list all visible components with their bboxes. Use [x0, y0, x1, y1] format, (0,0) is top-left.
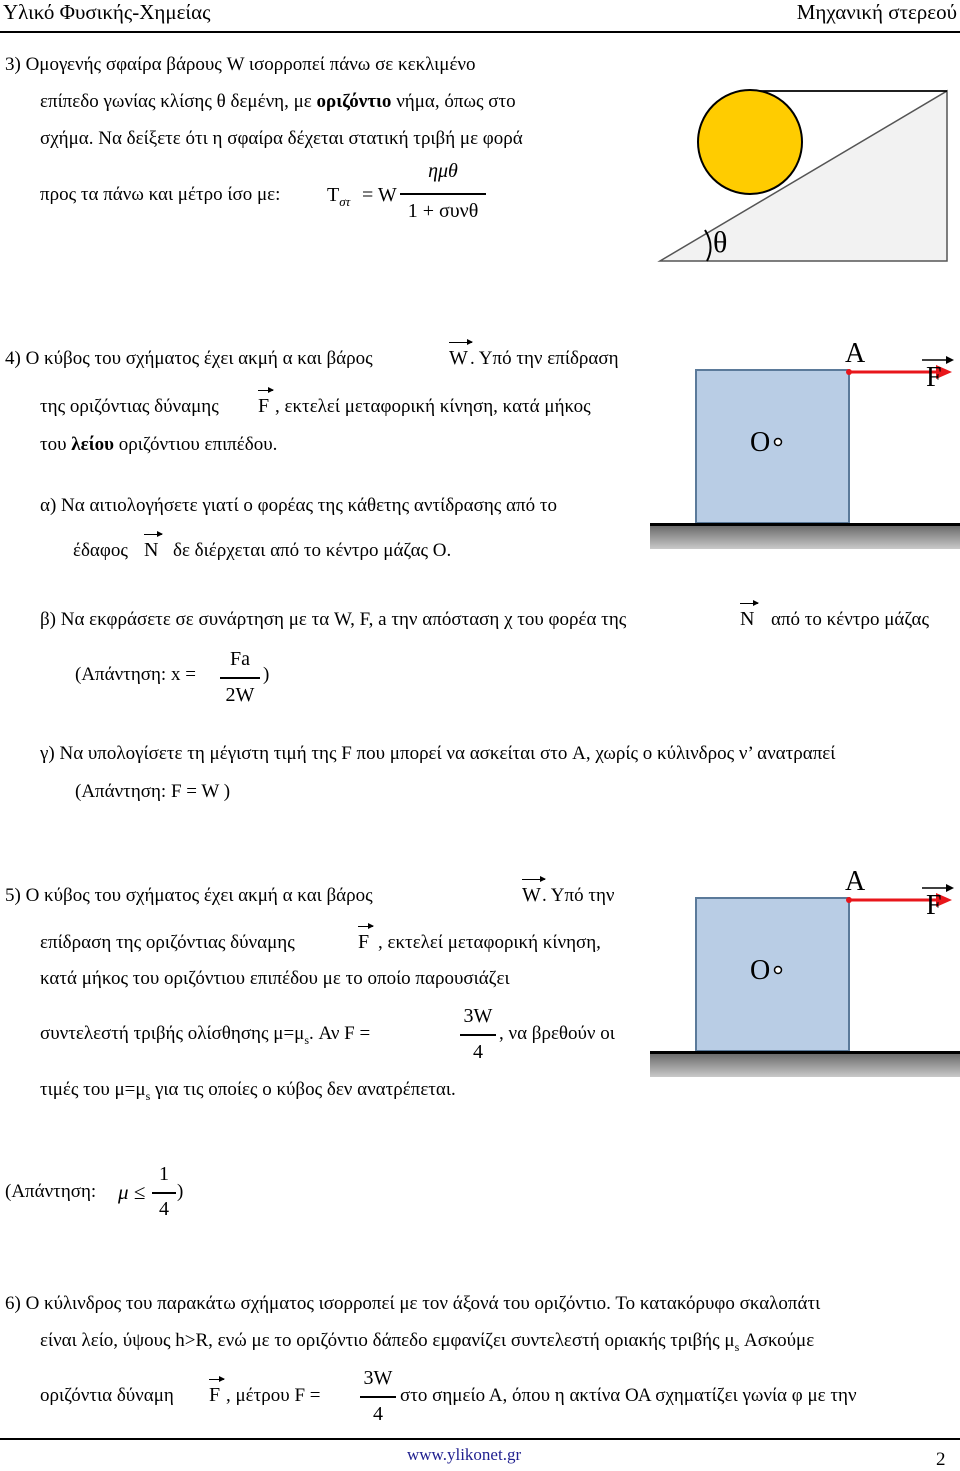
- p5-line1b: . Υπό την: [542, 885, 615, 906]
- ground-2: [650, 1051, 960, 1077]
- p4-a-line1: α) Να αιτιολογήσετε γιατί ο φορέας της κάθετης αντίδρασης από το: [40, 495, 557, 516]
- p4-b-line1a: β) Να εκφράσετε σε συνάρτηση με τα W, F, a την απόσταση χ του φορέα της: [40, 609, 627, 630]
- p5-denominator: 4: [473, 1041, 483, 1063]
- p5-line2a: επίδραση της οριζόντιας δύναμης: [40, 932, 295, 953]
- footer-rule: [0, 1438, 960, 1440]
- p5-answer-a: (Απάντηση:: [5, 1181, 97, 1202]
- p5-line3: κατά μήκος του οριζόντιου επιπέδου με το οποίο παρουσιάζει: [40, 968, 510, 989]
- header-right: Μηχανική στερεού: [796, 0, 957, 24]
- cube2-label-o: O: [750, 955, 771, 986]
- p3-line2: επίπεδο γωνίας κλίσης θ δεμένη, με οριζόντιο νήμα, όπως στο: [40, 91, 516, 112]
- p6-vec-f: F: [209, 1384, 220, 1407]
- p4-line2a: της οριζόντιας δύναμης: [40, 396, 219, 417]
- p3-eq-lhs: $T_{\sigma\tau}$: [327, 184, 351, 209]
- p4-b-answer-a: (Απάντηση: x =: [75, 664, 196, 685]
- p5-line2b: , εκτελεί μεταφορική κίνηση,: [378, 932, 601, 953]
- cube2-label-f: F: [926, 890, 942, 921]
- p6-denominator: 4: [373, 1403, 383, 1425]
- p5-answer-denominator: 4: [159, 1198, 169, 1220]
- p4-line1b: . Υπό την επίδραση: [470, 348, 619, 369]
- incline-figure: [655, 80, 955, 265]
- cube2-label-a: A: [845, 866, 866, 897]
- p4-g-line1: γ) Να υπολογίσετε τη μέγιστη τιμή της F που μπορεί να ασκείται στο A, χωρίς ο κύλινδρος ν’ ανατραπεί: [40, 743, 836, 764]
- p5-line4a: συντελεστή τριβής ολίσθησης $\mu=\mu_s$. Αν F =: [40, 1023, 371, 1047]
- p3-eq-bar: [400, 193, 486, 195]
- p3-eq-numerator: ημθ: [428, 160, 458, 182]
- p4-b-line1b: από το κέντρο μάζας: [771, 609, 929, 630]
- p6-line3c: στο σημείο Α, όπου η ακτίνα ΟΑ σχηματίζει γωνία φ με την: [400, 1385, 857, 1406]
- p6-bar: [360, 1396, 396, 1398]
- p4-b-answer-b: ): [263, 664, 270, 685]
- p4-line2b: , εκτελεί μεταφορική κίνηση, κατά μήκος: [275, 396, 591, 417]
- p5-vec-f: F: [358, 931, 369, 954]
- angle-theta-label: θ: [713, 226, 728, 259]
- p4-vec-n: N: [144, 539, 158, 562]
- cube1-label-a: A: [845, 338, 866, 369]
- p5-numerator: 3W: [463, 1005, 493, 1027]
- p4-line3: του λείου οριζόντιου επιπέδου.: [40, 434, 278, 455]
- p4-vec-w: W: [449, 347, 468, 370]
- ground-1: [650, 523, 960, 549]
- p4-line1a: 4) Ο κύβος του σχήματος έχει ακμή α και βάρος: [5, 348, 373, 369]
- p4-b-bar: [220, 677, 260, 679]
- footer-site-link[interactable]: www.ylikonet.gr: [407, 1445, 522, 1464]
- header-rule: [0, 31, 960, 33]
- p5-answer-mu: μ ≤: [118, 1180, 146, 1204]
- p4-b-vec-n: N: [740, 608, 754, 631]
- p6-line3b: , μέτρου F =: [226, 1385, 321, 1406]
- p4-a-line2a: έδαφος: [73, 540, 128, 561]
- p5-line5: τιμές του $\mu=\mu_s$ για τις οποίες ο κύβος δεν ανατρέπεται.: [40, 1079, 456, 1103]
- p5-vec-w: W: [522, 884, 541, 907]
- p5-bar: [460, 1034, 496, 1036]
- cube-figure-1: [660, 340, 960, 530]
- p4-b-denominator: 2W: [225, 684, 255, 706]
- p5-line1a: 5) Ο κύβος του σχήματος έχει ακμή α και βάρος: [5, 885, 373, 906]
- p5-answer-bar: [152, 1192, 176, 1194]
- p5-answer-numerator: 1: [159, 1163, 169, 1185]
- p3-line3: σχήμα. Να δείξετε ότι η σφαίρα δέχεται στατική τριβή με φορά: [40, 128, 523, 149]
- page-number: 2: [936, 1449, 946, 1470]
- p6-line2: είναι λείο, ύψους h>R, ενώ με το οριζόντιο δάπεδο εμφανίζει συντελεστή οριακής τριβής $\mu_s$ Ασκούμε: [40, 1330, 815, 1354]
- p4-a-line2b: δε διέρχεται από το κέντρο μάζας Ο.: [173, 540, 452, 561]
- p4-g-line2: (Απάντηση: F = W ): [75, 781, 231, 802]
- cube1-label-o: O: [750, 427, 771, 458]
- header-left: Υλικό Φυσικής-Χημείας: [3, 0, 211, 24]
- p3-line4: προς τα πάνω και μέτρο ίσο με:: [40, 184, 281, 205]
- p6-line1: 6) Ο κύλινδρος του παρακάτω σχήματος ισορροπεί με τον άξονά του οριζόντιο. Το κατακόρυφο σκαλοπάτι: [5, 1293, 821, 1314]
- cube1-label-f: F: [926, 362, 942, 393]
- p3-eq-mid: = W: [362, 184, 397, 206]
- p5-line4c: , να βρεθούν οι: [499, 1023, 615, 1044]
- p5-answer-b: ): [177, 1181, 184, 1202]
- p6-numerator: 3W: [363, 1367, 393, 1389]
- p6-line3a: οριζόντια δύναμη: [40, 1385, 174, 1406]
- p4-vec-f: F: [258, 395, 269, 418]
- p3-eq-denominator: 1 + συνθ: [407, 200, 479, 222]
- cube-figure-2: [660, 868, 960, 1058]
- p4-b-numerator: Fa: [230, 648, 250, 670]
- p3-line1: 3) Ομογενής σφαίρα βάρους W ισορροπεί πάνω σε κεκλιμένο: [5, 54, 476, 75]
